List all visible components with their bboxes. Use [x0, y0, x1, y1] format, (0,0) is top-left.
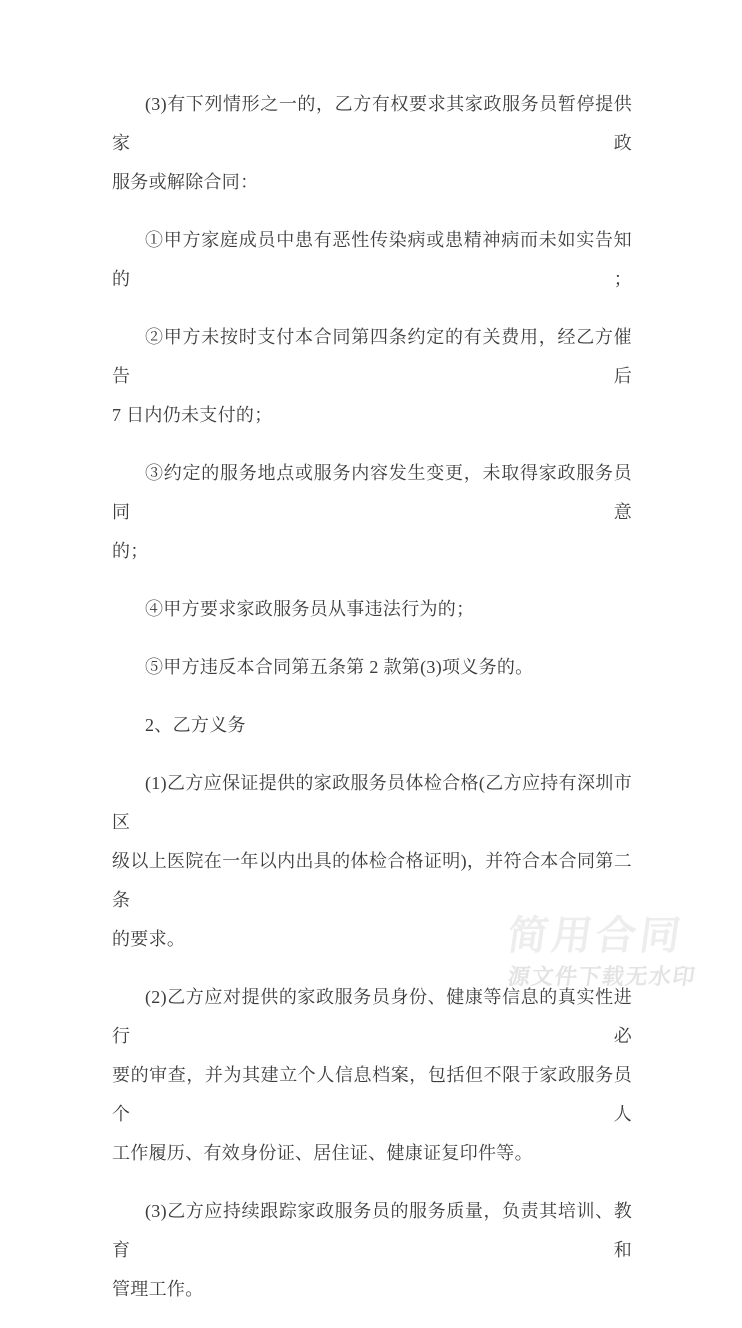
- contract-line: 要的审查，并为其建立个人信息档案，包括但不限于家政服务员个人: [112, 1065, 632, 1124]
- contract-line: 服务或解除合同：: [112, 172, 259, 192]
- contract-paragraph: [112, 590, 632, 629]
- contract-paragraph: [112, 648, 632, 687]
- contract-line: ②甲方未按时支付本合同第四条约定的有关费用，经乙方催告后: [112, 327, 632, 386]
- contract-paragraph: [112, 1192, 632, 1309]
- contract-line: 工作履历、有效身份证、居住证、健康证复印件等。: [112, 1143, 533, 1163]
- contract-line: ④甲方要求家政服务员从事违法行为的；: [145, 599, 475, 619]
- contract-line: (3)有下列情形之一的，乙方有权要求其家政服务员暂停提供家政: [112, 94, 632, 153]
- contract-paragraph: [112, 706, 632, 745]
- contract-line: ⑤甲方违反本合同第五条第 2 款第(3)项义务的。: [145, 657, 534, 677]
- contract-paragraph: [112, 978, 632, 1173]
- contract-line: ③约定的服务地点或服务内容发生变更，未取得家政服务员同意: [112, 463, 632, 522]
- watermark-title: 简用合同: [504, 914, 688, 958]
- contract-paragraph: [112, 221, 632, 299]
- contract-line: 7 日内仍未支付的；: [112, 405, 273, 425]
- contract-line: 管理工作。: [112, 1279, 204, 1299]
- watermark-subtitle: 源文件下载无水印: [506, 964, 698, 989]
- contract-line: 2、乙方义务: [145, 715, 246, 735]
- contract-paragraph: [112, 454, 632, 571]
- contract-line: 的要求。: [112, 929, 186, 949]
- contract-line: 级以上医院在一年以内出具的体检合格证明)，并符合本合同第二条: [112, 851, 632, 910]
- contract-line: 的；: [112, 541, 149, 561]
- contract-paragraph: [112, 85, 632, 202]
- contract-line: (1)乙方应保证提供的家政服务员体检合格(乙方应持有深圳市区: [112, 773, 632, 832]
- contract-line: (2)乙方应对提供的家政服务员身份、健康等信息的真实性进行必: [112, 987, 632, 1046]
- contract-text-block: [112, 85, 632, 1328]
- contract-line: ①甲方家庭成员中患有恶性传染病或患精神病而未如实告知的；: [112, 230, 632, 289]
- contract-line: (3)乙方应持续跟踪家政服务员的服务质量，负责其培训、教育和: [112, 1201, 632, 1260]
- contract-paragraph: [112, 318, 632, 435]
